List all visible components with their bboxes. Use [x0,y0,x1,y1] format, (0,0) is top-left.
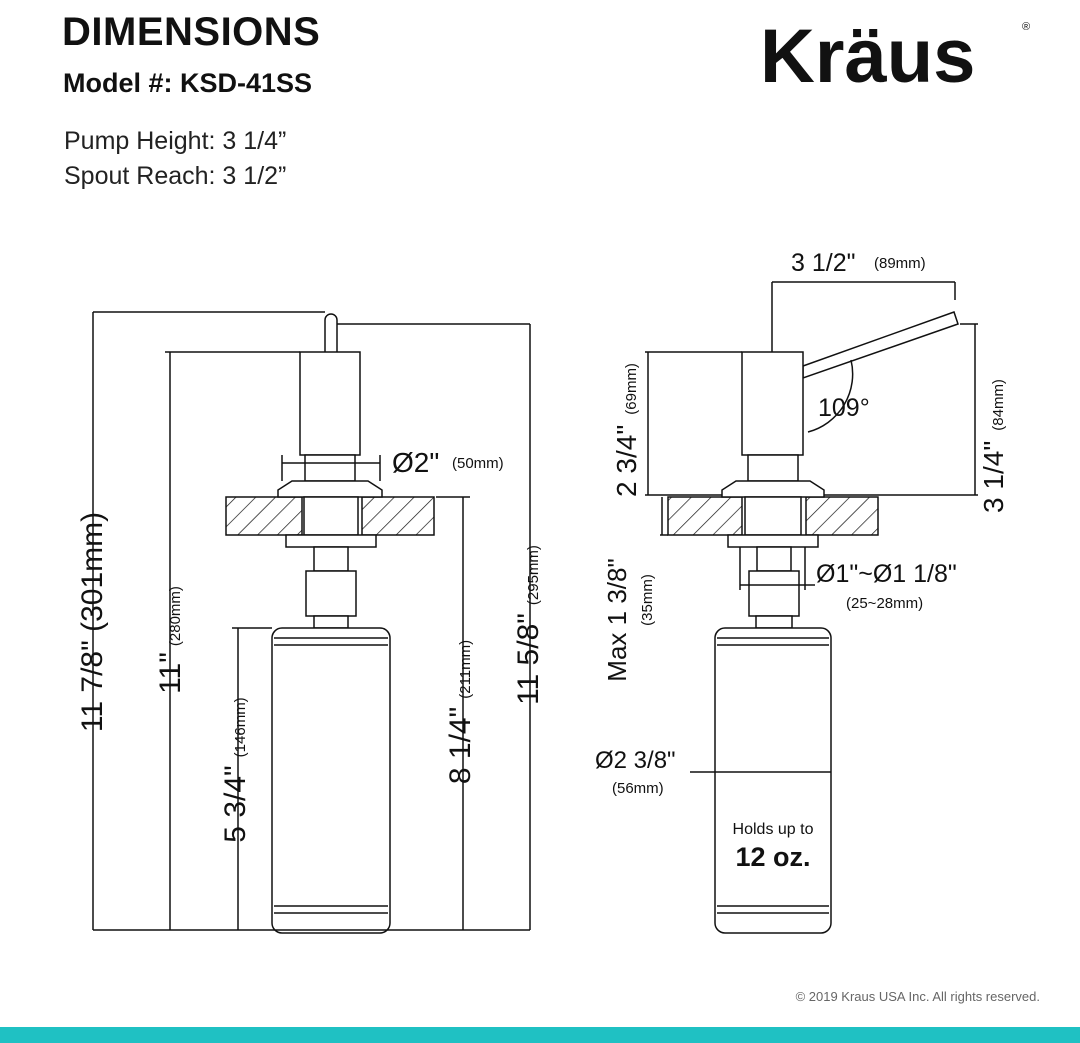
brand-logo-text: Kräus [760,14,976,94]
front-pump-head [300,352,360,455]
side-counter-left [668,497,742,535]
front-counter-left [226,497,302,535]
label-max-thickness-mm: (35mm) [639,574,656,626]
label-body-height: 2 3/4"(69mm) [611,363,642,497]
label-hole-diameter-mm: (25~28mm) [846,595,924,612]
label-pump-height: 3 1/4"(84mm) [978,379,1009,513]
label-capacity-line1: Holds up to [732,821,814,838]
side-lock-nut [728,535,818,547]
label-bottle-diameter-mm: (56mm) [612,780,664,797]
registered-mark: ® [1022,21,1031,33]
front-flange [278,481,382,497]
label-angle: 109° [818,394,870,422]
label-flange-diameter-mm: (50mm) [452,455,504,472]
accent-bar [0,1027,1080,1043]
label-bottle-diameter: Ø2 3/8" [595,747,676,774]
side-pump-head [742,352,803,455]
label-flange-diameter: Ø2" [392,447,440,478]
side-pump-neck [748,455,798,481]
side-counter-right [806,497,878,535]
front-shank [304,497,358,535]
side-threaded-tube [749,571,799,616]
spec-spout-reach: Spout Reach: 3 1/2” [64,162,287,190]
page-title: DIMENSIONS [62,10,321,54]
spec-pump-height: Pump Height: 3 1/4” [64,127,287,155]
label-spout-reach: 3 1/2" [791,249,856,277]
label-capacity-line2: 12 oz. [735,842,811,872]
label-total-height: 11 7/8" (301mm) [76,511,109,733]
front-bottle [272,628,390,933]
model-number: Model #: KSD-41SS [63,68,313,98]
label-spout-reach-mm: (89mm) [874,255,926,272]
label-hole-diameter: Ø1"~Ø1 1/8" [816,560,957,588]
front-tube-tip [314,616,348,628]
copyright-text: © 2019 Kraus USA Inc. All rights reserved. [795,989,1040,1004]
label-bottle-height: 5 3/4"(146mm) [219,697,252,843]
side-tube-tip [756,616,792,628]
side-spout [803,312,958,378]
label-right-height: 11 5/8"(295mm) [512,545,545,705]
front-view [93,312,530,933]
side-hex-nut [757,547,791,571]
label-head-height: 11"(280mm) [154,586,187,694]
side-bottle [715,628,831,933]
side-flange [722,481,824,497]
label-below-counter: 8 1/4"(211mm) [444,639,477,785]
front-counter-right [362,497,434,535]
front-hex-nut [314,547,348,571]
front-threaded-tube [306,571,356,616]
side-shank [745,497,801,535]
label-max-thickness: Max 1 3/8" [602,558,632,682]
front-pump-neck [305,455,355,481]
front-lock-nut [286,535,376,547]
